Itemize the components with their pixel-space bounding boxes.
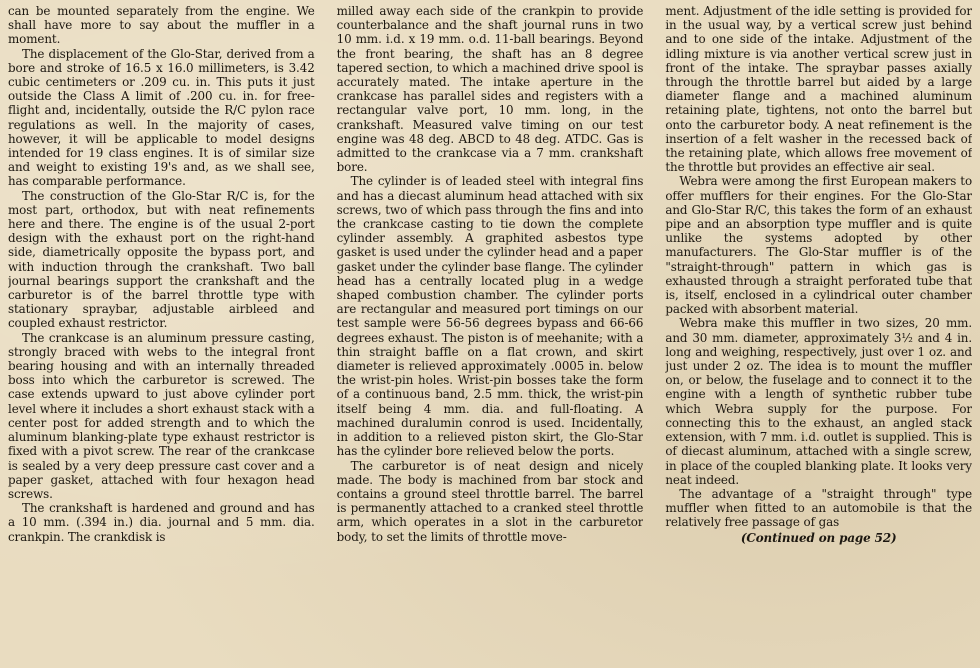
continued-on-page-note: (Continued on page 52) bbox=[740, 530, 897, 545]
paragraph: can be mounted separately from the engine. We shall have more to say about the muffler in a moment. bbox=[8, 4, 315, 47]
paragraph: The crankshaft is hardened and ground and has a 10 mm. (.394 in.) dia. journal and 5 mm. dia. crankpin. The crankdisk is bbox=[8, 501, 315, 544]
paragraph: The cylinder is of leaded steel with integral fins and has a diecast aluminum head attached with six screws, two of which pass through the fins and into the crankcase casting to tie down the complete cylinder assembly. A graphited asbestos type gasket is used under the cylinder head and a paper gasket under the cylinder base flange. The cylinder head has a centrally located plug in a wedge shaped combustion chamber. The cylinder ports are rectangular and measured port timings on our test sample were 56-56 degrees bypass and 66-66 degrees exhaust. The piston is of meehanite; with a thin straight baffle on a flat crown, and skirt diameter is relieved approximately .0005 in. below the wrist-pin holes. Wrist-pin bosses take the form of a continuous band, 2.5 mm. thick, the wrist-pin itself being 4 mm. dia. and full-floating. A machined duralumin conrod is used. Incidentally, in addition to a relieved piston skirt, the Glo-Star has the cylinder bore relieved below the ports. bbox=[336, 174, 644, 459]
paragraph: The displacement of the Glo-Star, derived from a bore and stroke of 16.5 x 16.0 millimeters, is 3.42 cubic centimeters or .209 cu. in. This puts it just outside the Class A limit of .200 cu. in. for free-flight and, incidentally, outside the R/C pylon race regulations as well. In the majority of cases, however, it will be applicable to model designs intended for 19 class engines. It is of similar size and weight to existing 19's and, as we shall see, has comparable performance. bbox=[8, 46, 315, 189]
paragraph: The construction of the Glo-Star R/C is, for the most part, orthodox, but with neat refinements here and there. The engine is of the usual 2-port design with the exhaust port on the right-hand side, diametrically opposite the bypass port, and with induction through the crankshaft. Two ball journal bearings support the crankshaft and the carburetor is of the barrel throttle type with stationary spraybar, adjustable airbleed and coupled exhaust restrictor. bbox=[8, 188, 315, 331]
paragraph: milled away each side of the crankpin to provide counterbalance and the shaft journal runs in two 10 mm. i.d. x 19 mm. o.d. 11-ball bearings. Beyond the front bearing, the shaft has an 8 degree tapered section, to which a machined drive spool is accurately mated. The intake aperture in the crankcase has parallel sides and registers with a rectangular valve port, 10 mm. long, in the crankshaft. Measured valve timing on our test engine was 48 deg. ABCD to 48 deg. ATDC. Gas is admitted to the crankcase via a 7 mm. crankshaft bore. bbox=[336, 4, 644, 175]
paragraph: Webra were among the first European makers to offer mufflers for their engines. For the Glo-Star and Glo-Star R/C, this takes the form of an exhaust pipe and an absorption type muffler and is quite unlike the systems adopted by other manufacturers. The Glo-Star muffler is of the "straight-through" pattern in which gas is exhausted through a straight perforated tube that is, itself, enclosed in a cylindrical outer chamber packed with absorbent material. bbox=[665, 174, 973, 317]
paragraph: Webra make this muffler in two sizes, 20 mm. and 30 mm. diameter, approximately 3½ and 4 in. long and weighing, respectively, just over 1 oz. and just under 2 oz. The idea is to mount the muffler on, or below, the fuselage and to connect it to the engine with a length of synthetic rubber tube which Webra supply for the purpose. For connecting this to the exhaust, an angled stack extension, with 7 mm. i.d. outlet is supplied. This is of diecast aluminum, attached with a single screw, in place of the coupled blanking plate. It looks very neat indeed. bbox=[665, 316, 973, 487]
column-2 bbox=[337, 4, 644, 668]
column-3 bbox=[665, 4, 972, 668]
paragraph: ment. Adjustment of the idle setting is provided for in the usual way, by a vertical screw just behind and to one side of the intake. Adjustment of the idling mixture is via another vertical screw just in front of the intake. The spraybar passes axially through the throttle barrel but aided by a large diameter flange and a machined aluminum retaining plate, tightens, not onto the barrel but onto the carburetor body. A neat refinement is the insertion of a felt washer in the recessed back of the retaining plate, which allows free movement of the throttle but provides an effective air seal. bbox=[665, 4, 973, 175]
paragraph: The carburetor is of neat design and nicely made. The body is machined from bar stock and contains a ground steel throttle barrel. The barrel is permanently attached to a cranked steel throttle arm, which operates in a slot in the carburetor body, to set the limits of throttle move- bbox=[336, 458, 644, 544]
paragraph: The advantage of a "straight through" type muffler when fitted to an automobile is that the relatively free passage of gas bbox=[665, 486, 973, 530]
paragraph: The crankcase is an aluminum pressure casting, strongly braced with webs to the integral front bearing housing and with an internally threaded boss into which the carburetor is screwed. The case extends upward to just above cylinder port level where it includes a short exhaust stack with a center post for added strength and to which the aluminum blanking-plate type exhaust restrictor is fixed with a pivot screw. The rear of the crankcase is sealed by a very deep pressure cast cover and a paper gasket, attached with four hexagon head screws. bbox=[8, 330, 315, 501]
article-columns bbox=[8, 4, 972, 668]
column-1 bbox=[8, 4, 315, 668]
